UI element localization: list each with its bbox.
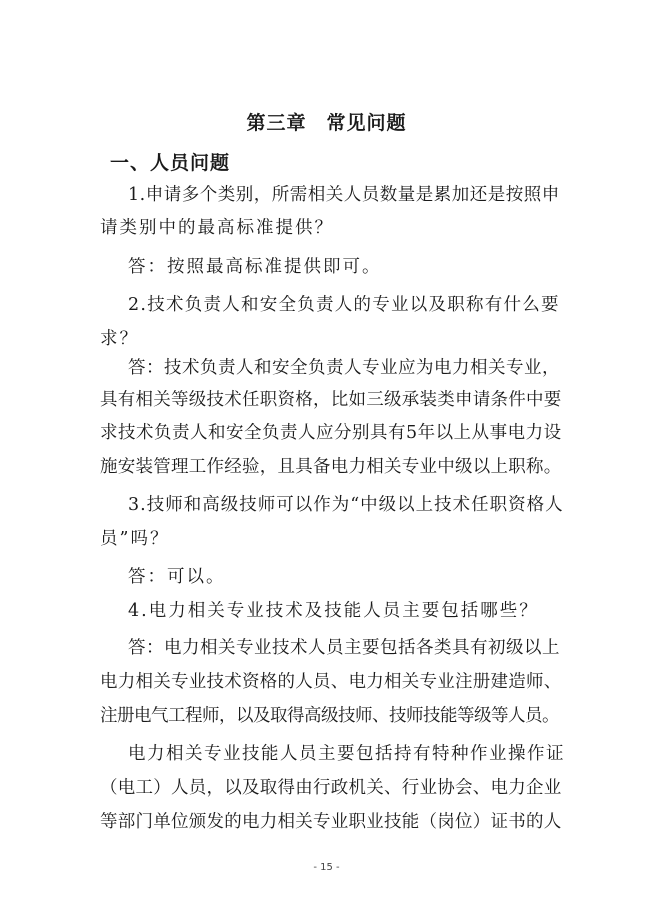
page-number: - 15 - bbox=[313, 862, 340, 873]
answer-4-line-2: 电力相关专业技术资格的人员、电力相关专业注册建造师、 bbox=[100, 672, 562, 692]
question-4: 4.电力相关专业技术及技能人员主要包括哪些？ bbox=[128, 601, 539, 621]
question-1-line-1: 1.申请多个类别，所需相关人员数量是累加还是按照申 bbox=[128, 185, 560, 205]
question-3-line-1: 3.技师和高级技师可以作为“中级以上技术任职资格人 bbox=[128, 495, 564, 515]
answer-4-line-1: 答：电力相关专业技术人员主要包括各类具有初级以上 bbox=[128, 638, 560, 658]
paragraph-skills-line-2: （电工）人员，以及取得由行政机关、行业协会、电力企业 bbox=[100, 778, 562, 798]
question-3-line-2: 员”吗？ bbox=[100, 529, 170, 549]
question-2-line-2: 求？ bbox=[100, 329, 139, 349]
answer-1: 答：按照最高标准提供即可。 bbox=[128, 257, 382, 277]
question-1-line-2: 请类别中的最高标准提供？ bbox=[100, 218, 334, 238]
section-heading: 一、人员问题 bbox=[110, 152, 231, 174]
answer-2-line-1: 答：技术负责人和安全负责人专业应为电力相关专业， bbox=[128, 358, 560, 378]
chapter-title: 第三章 常见问题 bbox=[246, 112, 407, 134]
question-2-line-1: 2.技术负责人和安全负责人的专业以及职称有什么要 bbox=[128, 295, 560, 315]
answer-2-line-2: 具有相关等级技术任职资格，比如三级承装类申请条件中要 bbox=[100, 390, 562, 410]
answer-2-line-4: 施安装管理工作经验，且具备电力相关专业中级以上职称。 bbox=[100, 457, 562, 477]
answer-3: 答：可以。 bbox=[128, 567, 226, 587]
paragraph-skills-line-1: 电力相关专业技能人员主要包括持有特种作业操作证 bbox=[128, 744, 565, 764]
answer-2-line-3: 求技术负责人和安全负责人应分别具有5年以上从事电力设 bbox=[100, 423, 562, 443]
answer-4-line-3: 注册电气工程师，以及取得高级技师、技师技能等级等人员。 bbox=[100, 706, 559, 726]
paragraph-skills-line-3: 等部门单位颁发的电力相关专业职业技能（岗位）证书的人 bbox=[100, 812, 562, 832]
